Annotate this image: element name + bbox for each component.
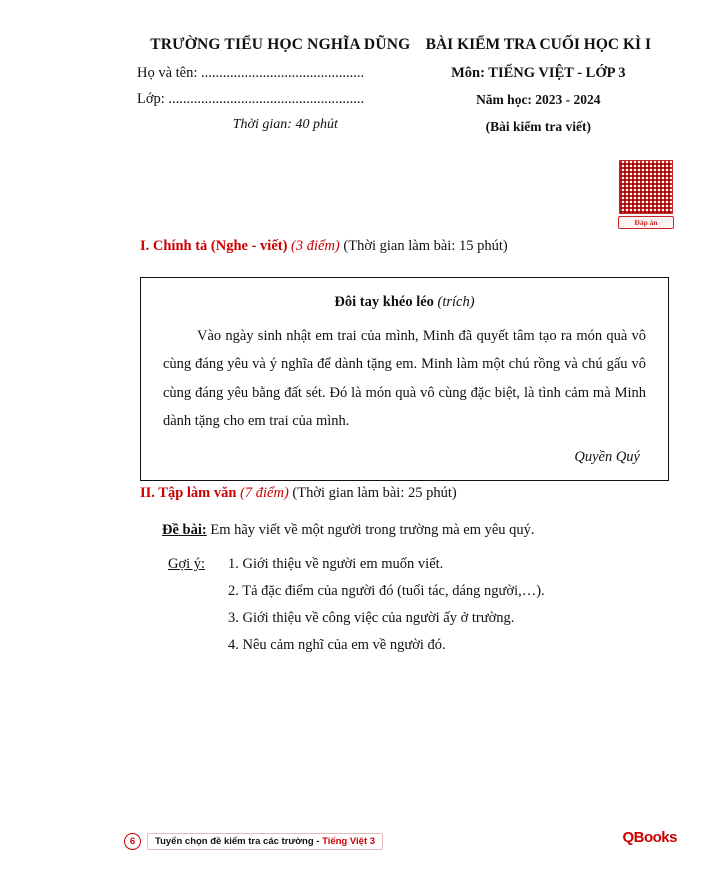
essay-hints-row: [168, 556, 721, 664]
exam-kind: (Bài kiểm tra viết): [485, 119, 591, 134]
part-1-note: (Thời gian làm bài: 15 phút): [343, 238, 508, 254]
dictation-passage-box: [140, 277, 669, 481]
list-item: 1. Giới thiệu về người em muốn viết.: [228, 556, 444, 572]
part-2-body: [0, 522, 721, 674]
page-header: [0, 0, 721, 135]
footer-left-group: [124, 833, 383, 850]
header-exam-block: [426, 36, 681, 135]
list-item: 4. Nêu cảm nghĩ của em về người đó.: [228, 637, 446, 653]
header-school-block: [40, 36, 426, 135]
part-2-score: (7 điểm): [240, 485, 289, 501]
passage-author: Quyền Quý: [574, 449, 640, 466]
passage-text: Vào ngày sinh nhật em trai của mình, Minh đã quyết tâm tạo ra món quà vô cùng đáng yêu và ý nghĩa để dành tặng em. Minh làm một chú rồng và chú gấu vô cùng đáng yêu bằng đất sét. Đó là món quà vô cùng đặc biệt, là tình cảm mà Minh dành tặng cho em trai của mình.: [163, 328, 646, 429]
passage-title-row: [163, 294, 646, 311]
qr-code-icon[interactable]: [619, 160, 673, 214]
essay-hints-block: [0, 556, 721, 664]
section-heading-part-1: [0, 238, 508, 255]
part-2-title: II. Tập làm văn: [140, 485, 237, 501]
footer-caption-plain: Tuyển chọn đề kiểm tra các trường -: [155, 836, 323, 847]
qr-label: Đáp án: [618, 216, 674, 229]
section-heading-part-2: [0, 485, 457, 502]
school-year: Năm học: 2023 - 2024: [476, 92, 601, 107]
passage-title-note: (trích): [437, 294, 475, 310]
essay-hints-list: [228, 556, 721, 664]
exam-title: BÀI KIỂM TRA CUỐI HỌC KÌ I: [425, 36, 651, 53]
school-name: TRƯỜNG TIỂU HỌC NGHĨA DŨNG: [150, 36, 411, 53]
student-class-field[interactable]: Lớp: ......................................................: [137, 91, 365, 107]
brand-mark: QBooks: [622, 829, 677, 846]
list-item: 3. Giới thiệu về công việc của người ấy ở trường.: [228, 610, 515, 626]
page-number: 6: [124, 833, 141, 850]
page-footer: [0, 829, 721, 863]
part-1-title: I. Chính tả (Nghe - viết): [140, 238, 288, 254]
part-2-note: (Thời gian làm bài: 25 phút): [292, 485, 457, 501]
answer-qr-block[interactable]: [618, 160, 674, 229]
exam-subject: Môn: TIẾNG VIỆT - LỚP 3: [451, 65, 626, 81]
footer-caption: [147, 833, 383, 850]
student-name-field[interactable]: Họ và tên: .............................................: [137, 65, 365, 81]
exam-duration: Thời gian: 40 phút: [232, 117, 338, 132]
list-item: 2. Tả đặc điểm của người đó (tuổi tác, dáng người,…).: [228, 583, 545, 599]
footer-caption-accent: Tiếng Việt 3: [322, 836, 376, 847]
essay-prompt-text: Em hãy viết về một người trong trường mà em yêu quý.: [210, 522, 535, 538]
passage-title: Đôi tay khéo léo: [334, 294, 434, 310]
essay-prompt-label: Đề bài:: [162, 522, 207, 538]
essay-hints-label: Gợi ý:: [168, 556, 206, 572]
part-1-score: (3 điểm): [291, 238, 340, 254]
publisher-logo: [622, 829, 677, 847]
essay-prompt-row: [0, 522, 721, 539]
